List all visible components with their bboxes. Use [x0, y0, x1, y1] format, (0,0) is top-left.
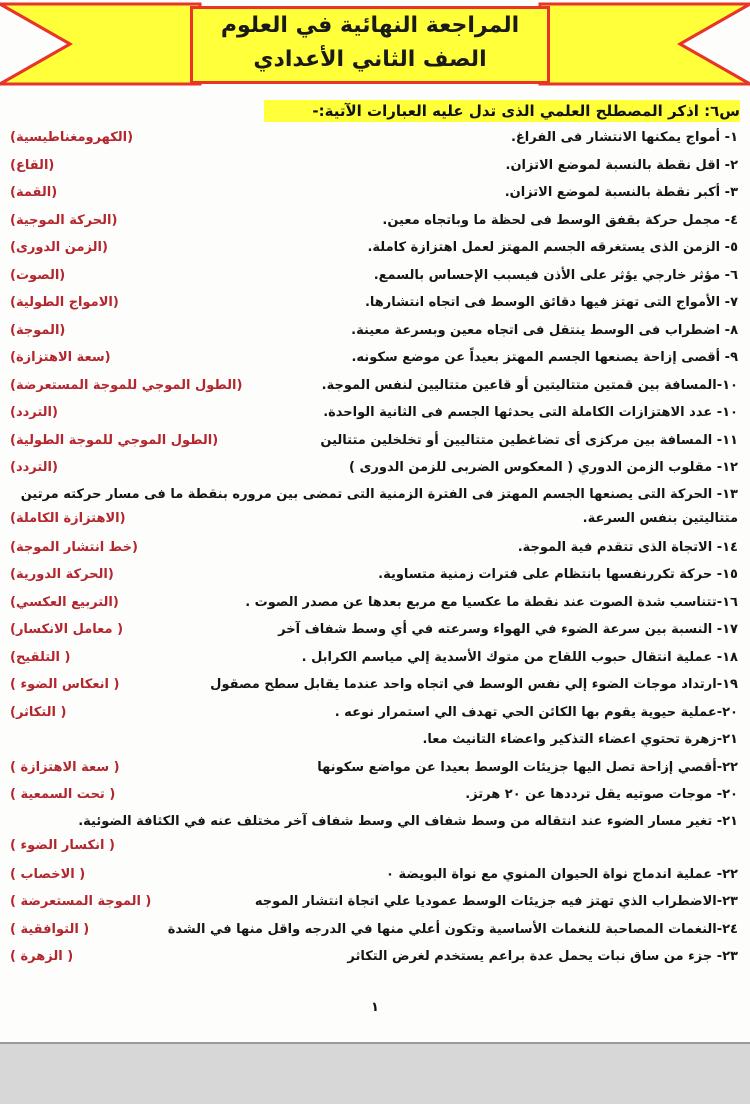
question-heading: س٦: اذكر المصطلح العلمي الذى تدل عليه العبارات الآتية:-: [264, 100, 740, 122]
statement-text: ١٦-تتناسب شدة الصوت عند نقطة ما عكسيا مع مربع بعدها عن مصدر الصوت .: [245, 594, 738, 610]
list-item: [8, 400, 742, 428]
answer-term: (خط انتشار الموجة): [10, 539, 138, 555]
list-item: [8, 810, 742, 862]
answer-term: (الموجة): [10, 322, 66, 338]
statement-text: ٢١- تغير مسار الضوء عند انتقاله من وسط شفاف الي وسط شفاف آخر مختلف عنه في الكثافة الضوئية.: [78, 813, 738, 829]
statement-text: ١٨- عملية انتقال حبوب اللقاح من متوك الأسدية إلي مياسم الكرابل .: [301, 649, 738, 665]
list-item: [8, 562, 742, 590]
statement-text: ١٧- النسبة بين سرعة الضوء في الهواء وسرعته في أي وسط شفاف آخر: [278, 622, 738, 637]
list-item: [8, 535, 742, 563]
statement-text: ١٢- مقلوب الزمن الدوري ( المعكوس الضربى للزمن الدورى ): [349, 460, 738, 475]
statement-text: ١٥- حركة تكررنفسها بانتظام على فترات زمنية متساوية.: [378, 567, 738, 582]
answer-term: (الامواج الطولية): [10, 295, 119, 310]
statement-text: ٢٢-أقصي إزاحة تصل اليها جزيئات الوسط بعيدا عن مواضع سكونها: [317, 759, 738, 775]
answer-term: (الطول الموجي للموجة الطولية): [10, 432, 219, 448]
answer-term: (الاهتزازة الكاملة): [10, 510, 126, 526]
answer-term: ( تحت السمعية ): [10, 787, 116, 802]
answer-term: (التربيع العكسي): [10, 594, 119, 610]
statement-text: ٢٣-الاضطراب الذي تهتز فيه جزيئات الوسط عموديا علي اتجاة انتشار الموجه: [254, 894, 738, 909]
list-item: [8, 672, 742, 700]
list-item: [8, 944, 742, 972]
statement-text: ١- أمواج يمكنها الانتشار فى الفراغ.: [510, 130, 738, 145]
answer-term: (القمة): [10, 185, 58, 200]
statement-text: ٢٣- جزء من ساق نبات يحمل عدة براعم يستخدم لغرض التكاثر: [347, 949, 738, 964]
list-item: [8, 727, 742, 755]
statement-text: ٧- الأمواج التى تهتز فيها دقائق الوسط فى اتجاه انتشارها.: [364, 295, 738, 310]
answer-term: (الصوت): [10, 267, 66, 283]
answer-term: (الزمن الدورى): [10, 240, 108, 255]
statement-text: ٢٤-النغمات المصاحبة للنغمات الأساسية وتكون أعلي منها في الدرجه واقل منها في الشدة: [167, 921, 738, 937]
title-banner: [0, 0, 750, 100]
list-item: [8, 428, 742, 456]
list-item: [8, 455, 742, 483]
statement-text: ١٩-ارتداد موجات الضوء إلي نفس الوسط في اتجاه واحد عندما يقابل سطح مصقول: [210, 677, 738, 692]
statement-text: ٩- أقصى إزاحة يصنعها الجسم المهتز بعيداً عن موضع سكونه.: [351, 350, 738, 365]
statement-text: ٢٢- عملية اندماج نواة الحيوان المنوي مع نواة البويضة ٠: [386, 866, 738, 882]
answer-term: ( سعة الاهتزازة ): [10, 759, 120, 775]
answer-term: ( الموجة المستعرضة ): [10, 894, 152, 909]
list-item: [8, 782, 742, 810]
answer-term: (الحركة الدورية): [10, 567, 114, 582]
statement-text: ٢٠-عملية حيوية يقوم بها الكائن الحي تهدف الي استمرار نوعه .: [334, 704, 738, 720]
statement-text: ٨- اضطراب فى الوسط ينتقل فى اتجاه معين وبسرعة معينة.: [351, 322, 738, 338]
footer-bar: [0, 1042, 750, 1104]
answer-term: ( الاخصاب ): [10, 866, 86, 882]
terms-list: [8, 125, 742, 972]
answer-term: ( الزهرة ): [10, 949, 74, 964]
list-item: [8, 235, 742, 263]
answer-term: ( انعكاس الضوء ): [10, 677, 120, 692]
banner-title-box: [190, 6, 550, 84]
list-item: [8, 645, 742, 673]
answer-term: ( التوافقية ): [10, 921, 90, 937]
statement-text: ١٠-المسافة بين قمتين متتاليتين أو قاعين متتاليين لنفس الموجة.: [321, 377, 738, 393]
statement-text: ٤- مجمل حركة بقفق الوسط فى لحظة ما وباتجاه معين.: [382, 212, 738, 228]
list-item: [8, 755, 742, 783]
answer-term: ( التكاثر): [10, 704, 67, 720]
list-item: [8, 917, 742, 945]
banner-title-line-1: المراجعة النهائية في العلوم: [220, 13, 520, 38]
answer-term: ( التلقيح): [10, 649, 71, 665]
statement-text: ١٣- الحركة التى يصنعها الجسم المهتز فى الفترة الزمنية التى تمضى بين مروره بنقطة ما فى مسار حركته مرتين متتاليتين بنفس السرعة.: [20, 486, 738, 526]
list-item: [8, 263, 742, 291]
list-item: [8, 153, 742, 181]
list-item: [8, 318, 742, 346]
statement-text: ٢١-زهرة تحتوي اعضاء التذكير واعضاء التانيث معا.: [422, 732, 738, 747]
answer-term: (القاع): [10, 157, 55, 173]
statement-text: ٥- الزمن الذى يستغرقه الجسم المهتز لعمل اهتزازة كاملة.: [367, 240, 738, 255]
statement-text: ١٤- الاتجاة الذى تتقدم فية الموجة.: [517, 539, 738, 555]
statement-text: ١١- المسافة بين مركزى أى تضاغطين متتاليين أو تخلخلين متتالين: [320, 432, 738, 448]
list-item: [8, 700, 742, 728]
list-item: [8, 862, 742, 890]
statement-text: ١٠- عدد الاهتزازات الكاملة التى يحدثها الجسم فى الثانية الواحدة.: [323, 405, 738, 420]
statement-text: ٦- مؤثر خارجي يؤثر على الأذن فيسبب الإحساس بالسمع.: [373, 267, 738, 283]
answer-term: (الطول الموجي للموجة المستعرضة): [10, 377, 243, 393]
statement-text: ٢- اقل نقطة بالنسبة لموضع الاتزان.: [505, 157, 738, 173]
list-item: [8, 590, 742, 618]
answer-term: (سعة الاهتزازة): [10, 350, 111, 365]
list-item: [8, 290, 742, 318]
statement-text: ٣- أكبر نقطة بالنسبة لموضع الاتزان.: [504, 185, 738, 200]
answer-term: (الكهرومغناطيسية): [10, 130, 134, 145]
answer-term: ( انكسار الضوء ): [10, 837, 115, 853]
statement-text: ٢٠- موجات صوتيه يقل ترددها عن ٢٠ هرتز.: [465, 787, 738, 802]
list-item: [8, 483, 742, 535]
answer-term: (التردد): [10, 460, 58, 475]
answer-term: ( معامل الانكسار): [10, 622, 124, 637]
list-item: [8, 345, 742, 373]
list-item: [8, 208, 742, 236]
page-number: ١: [371, 1000, 379, 1015]
list-item: [8, 125, 742, 153]
list-item: [8, 373, 742, 401]
list-item: [8, 889, 742, 917]
answer-term: (الحركة الموجية): [10, 212, 118, 228]
answer-term: (التردد): [10, 405, 58, 420]
banner-title-line-2: الصف الثاني الأعدادي: [253, 47, 487, 72]
list-item: [8, 617, 742, 645]
list-item: [8, 180, 742, 208]
